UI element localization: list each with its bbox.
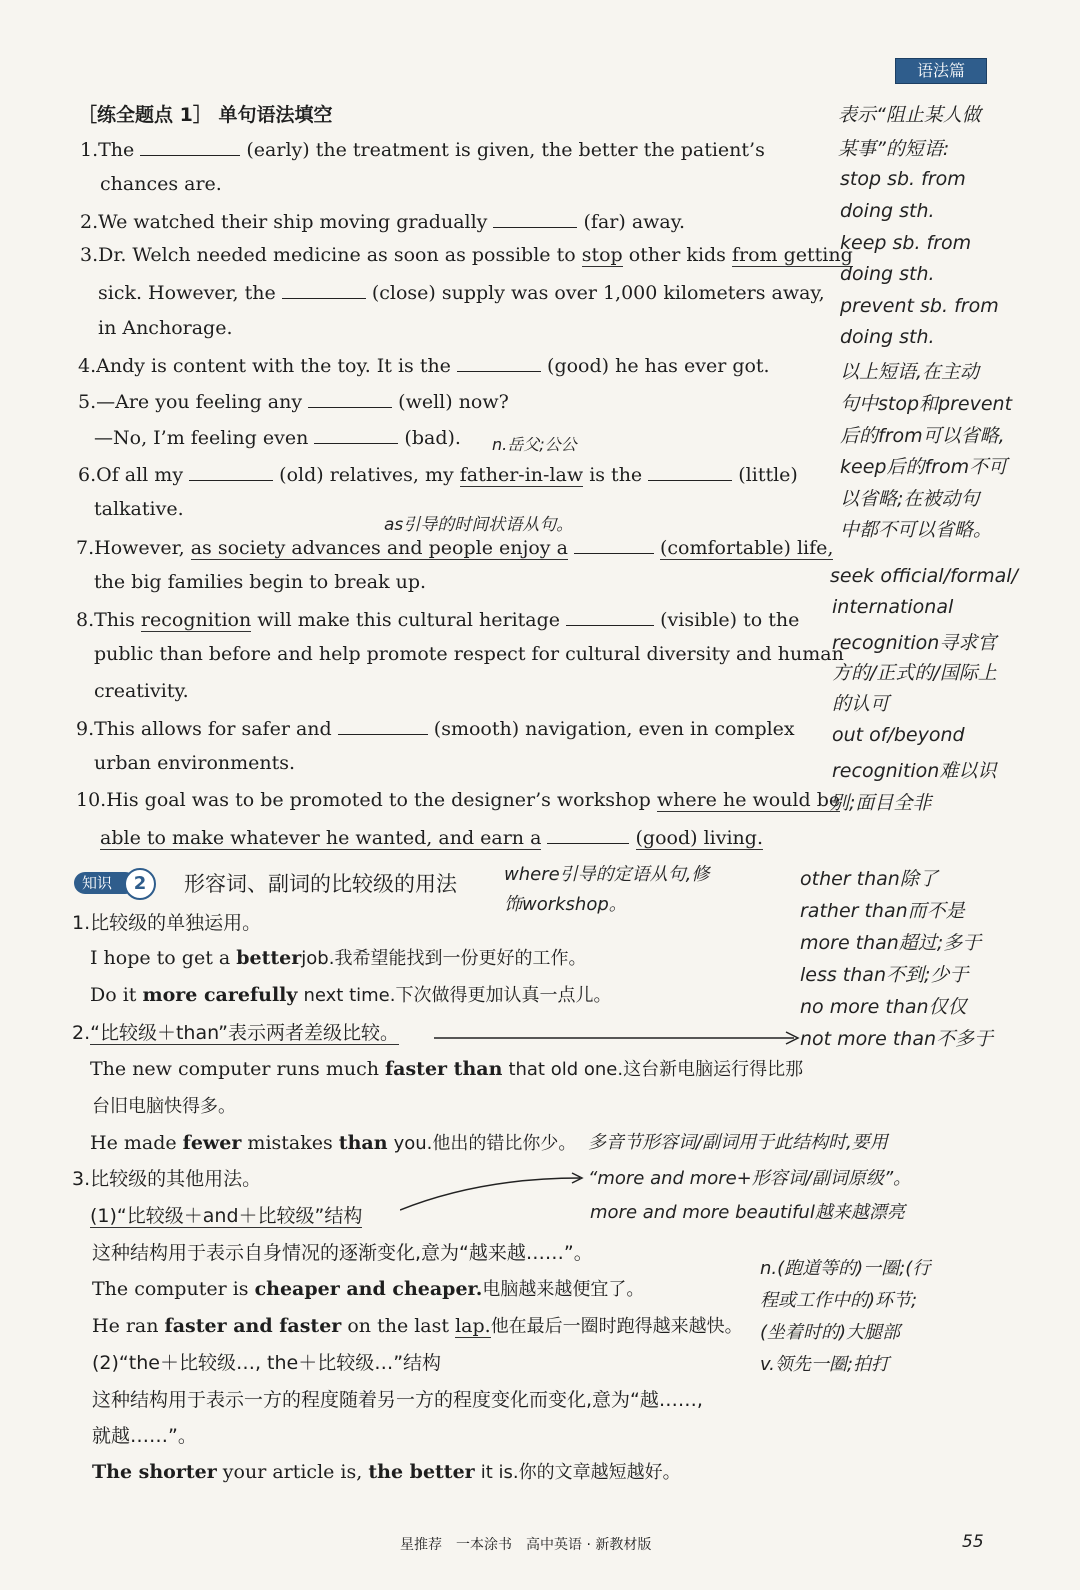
q4-text-a: 4.Andy is content with the toy. It is the: [78, 355, 451, 377]
q3-underline-from: from getting: [731, 244, 853, 266]
question-1-line-1: [80, 137, 765, 161]
example-3-line-2: 台旧电脑快得多。: [92, 1096, 236, 1117]
q5-text-d: (bad).: [404, 427, 461, 449]
e4-bold-2: than: [338, 1132, 388, 1154]
q5-text-b: (well) now?: [398, 391, 509, 413]
page-number: 55: [962, 1532, 984, 1552]
note-line: 中都不可以省略。: [840, 519, 993, 541]
example-2: [90, 981, 611, 1007]
question-10-line-1: [76, 789, 840, 811]
note-line: 后的from可以省略,: [840, 425, 1005, 447]
e4-c: mistakes: [247, 1132, 333, 1154]
q8-text-c: will make this cultural heritage: [257, 609, 561, 631]
h2-text: “比较级＋than”表示两者差级比较。: [90, 1022, 399, 1044]
note-than-1: other than除了: [800, 868, 938, 890]
structure-arrow: [400, 1170, 590, 1220]
q9-text-b: (smooth) navigation, even in complex: [433, 718, 795, 740]
point-2-heading: [72, 1018, 399, 1045]
note-lap-2: 程或工作中的)环节;: [760, 1290, 918, 1311]
question-10-line-2: [100, 825, 763, 849]
example-5: [92, 1275, 644, 1301]
question-1-line-2: chances are.: [100, 173, 222, 195]
q3-text-a: 3.Dr. Welch needed medicine as soon as possible to: [80, 244, 576, 266]
e4-bold-1: fewer: [182, 1132, 242, 1154]
note-line: 以省略;在被动句: [840, 488, 980, 510]
q4-text-b: (good) he has ever got.: [547, 355, 770, 377]
q10-text-a: 10.His goal was to be promoted to the designer’s workshop: [76, 789, 651, 811]
q6-text-e: (little): [738, 464, 798, 486]
question-4: [78, 353, 770, 377]
note-line: keep sb. from: [840, 232, 972, 254]
p1-text: (1)“比较级＋and＋比较级”结构: [90, 1205, 363, 1227]
note-line: 方的/正式的/国际上: [832, 662, 997, 684]
e5-a: The computer is: [92, 1278, 249, 1300]
note-line: keep后的from不可: [840, 456, 1008, 478]
e6-a: He ran: [92, 1315, 159, 1337]
question-8-line-3: creativity.: [94, 680, 189, 702]
q8-text-a: 8.This: [76, 609, 135, 631]
q6-underline-father-in-law: father-in-law: [459, 464, 584, 486]
e6-c: on the last: [347, 1315, 450, 1337]
q3-blank[interactable]: [282, 280, 366, 299]
question-9-line-2: urban environments.: [94, 752, 296, 774]
note-line: doing sth.: [840, 263, 935, 285]
e4-e: you.他出的错比你少。: [393, 1133, 577, 1154]
note-than-4: less than不到;少于: [800, 964, 969, 986]
e6-e: 他在最后一圈时跑得越来越快。: [490, 1316, 743, 1337]
q9-blank[interactable]: [338, 716, 428, 735]
note-line: recognition难以识: [832, 760, 997, 782]
q10-text-d: (good) living.: [635, 827, 763, 849]
knowledge-title: 形容词、副词的比较级的用法: [184, 872, 457, 896]
e7-b: your article is,: [222, 1461, 363, 1483]
knowledge-badge: [74, 868, 158, 898]
note-line: seek official/formal/: [830, 565, 1018, 587]
q7-text-c: (comfortable) life,: [660, 537, 834, 559]
note-line: 的认可: [832, 693, 890, 715]
e2-a: Do it: [90, 984, 137, 1006]
question-3-line-1: [80, 244, 853, 266]
note-more-3: more and more beautiful越来越漂亮: [590, 1202, 905, 1223]
e1-bold: better: [236, 947, 302, 969]
e1-a: I hope to get a: [90, 947, 231, 969]
structure-1: [90, 1201, 362, 1228]
q3-text-other: other kids: [628, 244, 726, 266]
question-7-line-2: the big families begin to break up.: [94, 571, 427, 593]
e7-bold-1: The shorter: [92, 1461, 217, 1483]
q1-blank[interactable]: [140, 137, 240, 156]
q3-text-b: sick. However, the: [98, 282, 276, 304]
structure-2: (2)“the＋比较级…, the＋比较级…”结构: [92, 1352, 442, 1374]
q5-blank-2[interactable]: [314, 425, 398, 444]
note-line: 某事”的短语:: [838, 138, 950, 160]
e4-a: He made: [90, 1132, 177, 1154]
note-as-clause: as引导的时间状语从句。: [384, 515, 574, 535]
note-lap-4: v.领先一圈;拍打: [760, 1354, 889, 1375]
q6-text-d: is the: [589, 464, 643, 486]
point-3-heading: 3.比较级的其他用法。: [72, 1168, 262, 1190]
q7-text-a: 7.However,: [76, 537, 185, 559]
structure-2-desc-1: 这种结构用于表示一方的程度随着另一方的程度变化而变化,意为“越……,: [92, 1389, 703, 1411]
note-more-2: “more and more+形容词/副词原级”。: [588, 1168, 912, 1189]
question-8-line-1: [76, 607, 799, 631]
e2-bold: more carefully: [142, 984, 298, 1006]
note-line: 以上短语,在主动: [840, 361, 980, 383]
q1-text-b: (early) the treatment is given, the better the patient’s: [246, 139, 765, 161]
question-6-line-2: talkative.: [94, 498, 184, 520]
example-1: [90, 944, 586, 970]
q6-text-a: 6.Of all my: [78, 464, 184, 486]
e7-d: it is.你的文章越短越好。: [480, 1462, 681, 1483]
example-3-line-1: [90, 1055, 803, 1081]
note-line: stop sb. from: [840, 168, 966, 190]
than-arrow: [434, 1026, 814, 1046]
e3-bold: faster than: [385, 1058, 503, 1080]
e5-bold: cheaper and cheaper.: [254, 1278, 483, 1300]
note-where-2: 饰workshop。: [504, 894, 627, 915]
note-line: out of/beyond: [832, 724, 965, 746]
e7-bold-2: the better: [368, 1461, 475, 1483]
q8-text-d: (visible) to the: [660, 609, 800, 631]
note-than-6: not more than不多于: [800, 1028, 994, 1050]
note-line: international: [832, 596, 954, 618]
q3-text-c: (close) supply was over 1,000 kilometers away,: [371, 282, 825, 304]
q1-text-a: 1.The: [80, 139, 135, 161]
h2-number: 2.: [72, 1022, 91, 1044]
q5-text-a: 5.—Are you feeling any: [78, 391, 303, 413]
q4-blank[interactable]: [457, 353, 541, 372]
e3-a: The new computer runs much: [90, 1058, 379, 1080]
note-where-1: where引导的定语从句,修: [504, 864, 710, 885]
note-more-1: 多音节形容词/副词用于此结构时,要用: [588, 1132, 888, 1153]
question-5-line-1: [78, 389, 509, 413]
question-9-line-1: [76, 716, 795, 740]
practice-title: ［练全题点 1］ 单句语法填空: [78, 104, 333, 126]
question-3-line-3: in Anchorage.: [98, 317, 233, 339]
e5-c: 电脑越来越便宜了。: [482, 1279, 645, 1300]
e1-c: job.我希望能找到一份更好的工作。: [301, 948, 587, 969]
q8-blank[interactable]: [566, 607, 654, 626]
badge-number: 2: [124, 868, 156, 900]
question-3-line-2: [98, 280, 825, 304]
section-tag: 语法篇: [895, 58, 987, 84]
q6-blank-2[interactable]: [648, 462, 732, 481]
q2-blank[interactable]: [493, 209, 577, 228]
question-5-line-2: [94, 425, 461, 449]
e6-bold: faster and faster: [164, 1315, 342, 1337]
q10-underline-clause: where he would be: [656, 789, 841, 811]
question-2: [80, 209, 685, 233]
q10-blank[interactable]: [547, 825, 629, 844]
note-line: recognition寻求官: [832, 632, 997, 654]
e3-c: that old one.这台新电脑运行得比那: [508, 1059, 804, 1080]
note-line: 句中stop和prevent: [840, 393, 1013, 415]
question-7-line-1: [76, 535, 833, 559]
q2-text-a: 2.We watched their ship moving gradually: [80, 211, 488, 233]
note-line: doing sth.: [840, 326, 935, 348]
q6-text-b: (old) relatives, my: [279, 464, 454, 486]
question-6-line-1: [78, 462, 798, 486]
note-line: doing sth.: [840, 200, 935, 222]
note-line: prevent sb. from: [840, 295, 999, 317]
note-than-5: no more than仅仅: [800, 996, 967, 1018]
q7-underline-clause: as society advances and people enjoy a: [190, 537, 568, 559]
structure-2-desc-2: 就越……”。: [92, 1425, 197, 1447]
note-than-2: rather than而不是: [800, 900, 965, 922]
q8-underline-recognition: recognition: [140, 609, 252, 631]
note-father-in-law: n.岳父;公公: [492, 435, 577, 454]
note-lap-3: (坐着时的)大腿部: [760, 1322, 901, 1343]
example-7: [92, 1458, 681, 1484]
structure-1-desc: 这种结构用于表示自身情况的逐渐变化,意为“越来越……”。: [92, 1242, 593, 1264]
q9-text-a: 9.This allows for safer and: [76, 718, 332, 740]
note-than-3: more than超过;多于: [800, 932, 982, 954]
e2-c: next time.下次做得更加认真一点儿。: [303, 985, 612, 1006]
note-line: 别;面目全非: [830, 792, 932, 814]
q5-blank-1[interactable]: [308, 389, 392, 408]
point-1-heading: 1.比较级的单独运用。: [72, 912, 262, 934]
footer-title: 星推荐 一本涂书 高中英语 · 新教材版: [400, 1537, 652, 1553]
q10-text-c: able to make whatever he wanted, and earn a: [100, 827, 542, 849]
q6-blank-1[interactable]: [189, 462, 273, 481]
note-lap-1: n.(跑道等的)一圈;(行: [760, 1258, 931, 1279]
q5-text-c: —No, I’m feeling even: [94, 427, 309, 449]
q3-underline-stop: stop: [581, 244, 623, 266]
e6-underline-lap: lap.: [455, 1315, 491, 1337]
note-line: 表示“阻止某人做: [838, 104, 981, 126]
q2-text-b: (far) away.: [583, 211, 685, 233]
q7-blank[interactable]: [574, 535, 654, 554]
badge-label: 知识: [74, 872, 136, 894]
example-4: [90, 1129, 576, 1155]
question-8-line-2: public than before and help promote respect for cultural diversity and human: [94, 643, 844, 665]
example-6: [92, 1312, 743, 1338]
